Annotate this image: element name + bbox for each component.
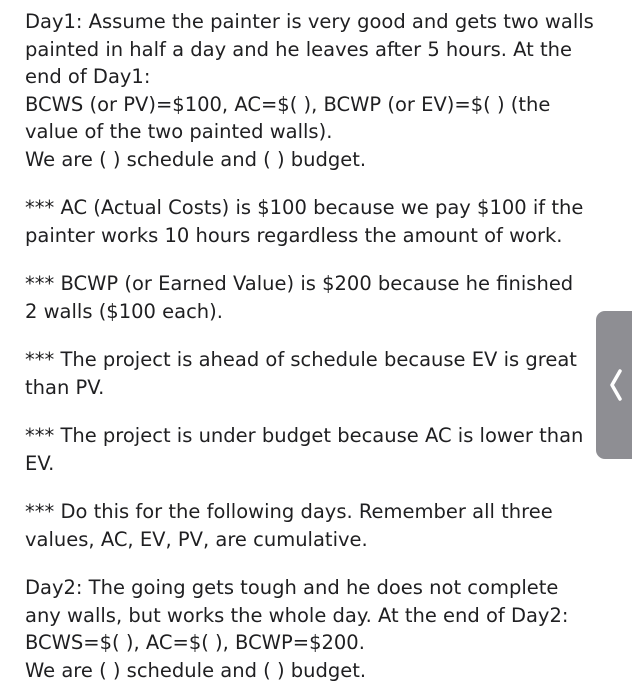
instruction-note: *** Do this for the following days. Remember all three values, AC, EV, PV, are cumulative. [25, 500, 553, 551]
side-panel-tab[interactable] [596, 311, 632, 459]
day2-paragraph: Day2: The going gets tough and he does not complete any walls, but works the whole day. At the end of Day2: BCWS=$( ), AC=$( ), BCWP=$200. We are ( ) schedule and ( ) budget. [25, 576, 569, 682]
actual-cost-note: *** AC (Actual Costs) is $100 because we pay $100 if the painter works 10 hours regardless the amount of work. [25, 196, 584, 247]
document-body [25, 8, 610, 684]
chevron-left-icon [608, 368, 624, 402]
day1-paragraph: Day1: Assume the painter is very good and gets two walls painted in half a day and he leaves after 5 hours. At the end of Day1: BCWS (or PV)=$100, AC=$( ), BCWP (or EV)=$( ) (the value of the two painted walls). We are ( ) schedule and ( ) budget. [25, 10, 594, 171]
schedule-note: *** The project is ahead of schedule because EV is great than PV. [25, 348, 577, 399]
earned-value-note: *** BCWP (or Earned Value) is $200 because he finished 2 walls ($100 each). [25, 272, 574, 323]
budget-note: *** The project is under budget because AC is lower than EV. [25, 424, 584, 475]
